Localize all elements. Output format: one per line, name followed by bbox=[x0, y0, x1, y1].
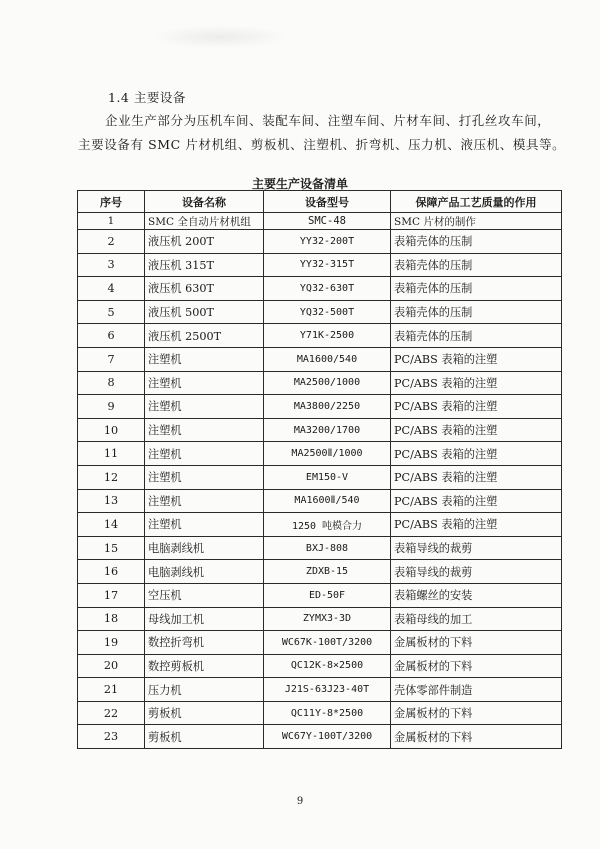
table-row bbox=[78, 230, 562, 254]
cell-serial: 4 bbox=[78, 277, 145, 301]
cell-model: MA2500Ⅱ/1000 bbox=[264, 442, 391, 466]
cell-equipment-name: 注塑机 bbox=[145, 371, 264, 395]
table-row bbox=[78, 489, 562, 513]
cell-purpose: 金属板材的下料 bbox=[391, 701, 562, 725]
table-row bbox=[78, 442, 562, 466]
cell-serial: 2 bbox=[78, 230, 145, 254]
cell-serial: 8 bbox=[78, 371, 145, 395]
cell-model: QC12K-8×2500 bbox=[264, 654, 391, 678]
cell-serial: 6 bbox=[78, 324, 145, 348]
cell-purpose: 表箱导线的裁剪 bbox=[391, 536, 562, 560]
cell-serial: 10 bbox=[78, 418, 145, 442]
cell-purpose: 表箱壳体的压制 bbox=[391, 300, 562, 324]
cell-model: MA3200/1700 bbox=[264, 418, 391, 442]
table-caption: 主要生产设备清单 bbox=[251, 177, 348, 191]
table-row bbox=[78, 371, 562, 395]
cell-purpose: 表箱母线的加工 bbox=[391, 607, 562, 631]
cell-model: BXJ-808 bbox=[264, 536, 391, 560]
cell-equipment-name: SMC 全自动片材机组 bbox=[145, 213, 264, 230]
table-body bbox=[78, 213, 562, 749]
cell-serial: 9 bbox=[78, 395, 145, 419]
cell-model: WC67Y-100T/3200 bbox=[264, 725, 391, 749]
cell-purpose: 表箱螺丝的安装 bbox=[391, 583, 562, 607]
cell-serial: 23 bbox=[78, 725, 145, 749]
cell-model: YY32-315T bbox=[264, 253, 391, 277]
table-row bbox=[78, 678, 562, 702]
table-row bbox=[78, 300, 562, 324]
cell-equipment-name: 液压机 315T bbox=[145, 253, 264, 277]
paragraph-line-2: 主要设备有 SMC 片材机组、剪板机、注塑机、折弯机、压力机、液压机、模具等。 bbox=[78, 137, 566, 152]
table-row bbox=[78, 465, 562, 489]
table-row bbox=[78, 253, 562, 277]
cell-serial: 5 bbox=[78, 300, 145, 324]
scan-artifact bbox=[150, 25, 290, 49]
cell-purpose: PC/ABS 表箱的注塑 bbox=[391, 465, 562, 489]
cell-model: 1250 吨模合力 bbox=[264, 513, 391, 537]
cell-serial: 11 bbox=[78, 442, 145, 466]
cell-purpose: PC/ABS 表箱的注塑 bbox=[391, 395, 562, 419]
cell-equipment-name: 电脑剥线机 bbox=[145, 536, 264, 560]
cell-equipment-name: 注塑机 bbox=[145, 513, 264, 537]
cell-purpose: PC/ABS 表箱的注塑 bbox=[391, 442, 562, 466]
cell-serial: 1 bbox=[78, 213, 145, 230]
cell-model: SMC-48 bbox=[264, 213, 391, 230]
cell-model: YQ32-630T bbox=[264, 277, 391, 301]
cell-equipment-name: 注塑机 bbox=[145, 347, 264, 371]
cell-serial: 17 bbox=[78, 583, 145, 607]
cell-purpose: PC/ABS 表箱的注塑 bbox=[391, 489, 562, 513]
cell-model: MA2500/1000 bbox=[264, 371, 391, 395]
table-header-row bbox=[78, 191, 562, 213]
table-row bbox=[78, 654, 562, 678]
cell-model: ZDXB-15 bbox=[264, 560, 391, 584]
section-heading: 1.4 主要设备 bbox=[108, 90, 186, 105]
cell-equipment-name: 注塑机 bbox=[145, 395, 264, 419]
cell-model: YQ32-500T bbox=[264, 300, 391, 324]
table-row bbox=[78, 395, 562, 419]
cell-equipment-name: 剪板机 bbox=[145, 701, 264, 725]
page-number: 9 bbox=[296, 796, 304, 807]
cell-equipment-name: 注塑机 bbox=[145, 442, 264, 466]
cell-purpose: PC/ABS 表箱的注塑 bbox=[391, 347, 562, 371]
cell-serial: 15 bbox=[78, 536, 145, 560]
cell-purpose: 壳体零部件制造 bbox=[391, 678, 562, 702]
cell-purpose: 表箱壳体的压制 bbox=[391, 253, 562, 277]
cell-purpose: 表箱壳体的压制 bbox=[391, 277, 562, 301]
cell-equipment-name: 电脑剥线机 bbox=[145, 560, 264, 584]
cell-equipment-name: 液压机 630T bbox=[145, 277, 264, 301]
cell-serial: 3 bbox=[78, 253, 145, 277]
cell-serial: 18 bbox=[78, 607, 145, 631]
cell-model: J21S-63J23-40T bbox=[264, 678, 391, 702]
cell-model: WC67K-100T/3200 bbox=[264, 631, 391, 655]
cell-model: ED-50F bbox=[264, 583, 391, 607]
table-row bbox=[78, 560, 562, 584]
cell-model: Y71K-2500 bbox=[264, 324, 391, 348]
cell-purpose: PC/ABS 表箱的注塑 bbox=[391, 418, 562, 442]
cell-purpose: 金属板材的下料 bbox=[391, 631, 562, 655]
cell-serial: 22 bbox=[78, 701, 145, 725]
paragraph-line-1: 企业生产部分为压机车间、装配车间、注塑车间、片材车间、打孔丝攻车间， bbox=[105, 113, 551, 128]
table-row bbox=[78, 213, 562, 230]
table-row bbox=[78, 347, 562, 371]
header-serial: 序号 bbox=[78, 191, 145, 213]
cell-model: MA1600/540 bbox=[264, 347, 391, 371]
cell-model: EM150-V bbox=[264, 465, 391, 489]
cell-equipment-name: 空压机 bbox=[145, 583, 264, 607]
cell-purpose: 表箱壳体的压制 bbox=[391, 324, 562, 348]
cell-model: MA3800/2250 bbox=[264, 395, 391, 419]
table-row bbox=[78, 701, 562, 725]
cell-equipment-name: 数控剪板机 bbox=[145, 654, 264, 678]
equipment-table bbox=[77, 190, 562, 749]
table-row bbox=[78, 277, 562, 301]
table-row bbox=[78, 513, 562, 537]
cell-serial: 20 bbox=[78, 654, 145, 678]
cell-equipment-name: 注塑机 bbox=[145, 418, 264, 442]
table-row bbox=[78, 418, 562, 442]
cell-model: MA1600Ⅱ/540 bbox=[264, 489, 391, 513]
header-model: 设备型号 bbox=[264, 191, 391, 213]
cell-equipment-name: 液压机 200T bbox=[145, 230, 264, 254]
cell-purpose: PC/ABS 表箱的注塑 bbox=[391, 371, 562, 395]
header-purpose: 保障产品工艺质量的作用 bbox=[391, 191, 562, 213]
cell-model: ZYMX3-3D bbox=[264, 607, 391, 631]
cell-purpose: 金属板材的下料 bbox=[391, 725, 562, 749]
table-row bbox=[78, 725, 562, 749]
cell-equipment-name: 注塑机 bbox=[145, 489, 264, 513]
cell-purpose: PC/ABS 表箱的注塑 bbox=[391, 513, 562, 537]
cell-serial: 14 bbox=[78, 513, 145, 537]
cell-serial: 21 bbox=[78, 678, 145, 702]
cell-serial: 12 bbox=[78, 465, 145, 489]
table-row bbox=[78, 631, 562, 655]
cell-equipment-name: 压力机 bbox=[145, 678, 264, 702]
cell-equipment-name: 剪板机 bbox=[145, 725, 264, 749]
header-equipment-name: 设备名称 bbox=[145, 191, 264, 213]
cell-model: YY32-200T bbox=[264, 230, 391, 254]
table-row bbox=[78, 607, 562, 631]
table-row bbox=[78, 324, 562, 348]
cell-purpose: 表箱导线的裁剪 bbox=[391, 560, 562, 584]
cell-purpose: 表箱壳体的压制 bbox=[391, 230, 562, 254]
cell-purpose: SMC 片材的制作 bbox=[391, 213, 562, 230]
cell-model: QC11Y-8*2500 bbox=[264, 701, 391, 725]
cell-serial: 19 bbox=[78, 631, 145, 655]
cell-purpose: 金属板材的下料 bbox=[391, 654, 562, 678]
cell-equipment-name: 数控折弯机 bbox=[145, 631, 264, 655]
cell-serial: 7 bbox=[78, 347, 145, 371]
table-row bbox=[78, 583, 562, 607]
cell-equipment-name: 液压机 500T bbox=[145, 300, 264, 324]
cell-equipment-name: 母线加工机 bbox=[145, 607, 264, 631]
table-row bbox=[78, 536, 562, 560]
cell-serial: 16 bbox=[78, 560, 145, 584]
cell-equipment-name: 注塑机 bbox=[145, 465, 264, 489]
cell-equipment-name: 液压机 2500T bbox=[145, 324, 264, 348]
cell-serial: 13 bbox=[78, 489, 145, 513]
